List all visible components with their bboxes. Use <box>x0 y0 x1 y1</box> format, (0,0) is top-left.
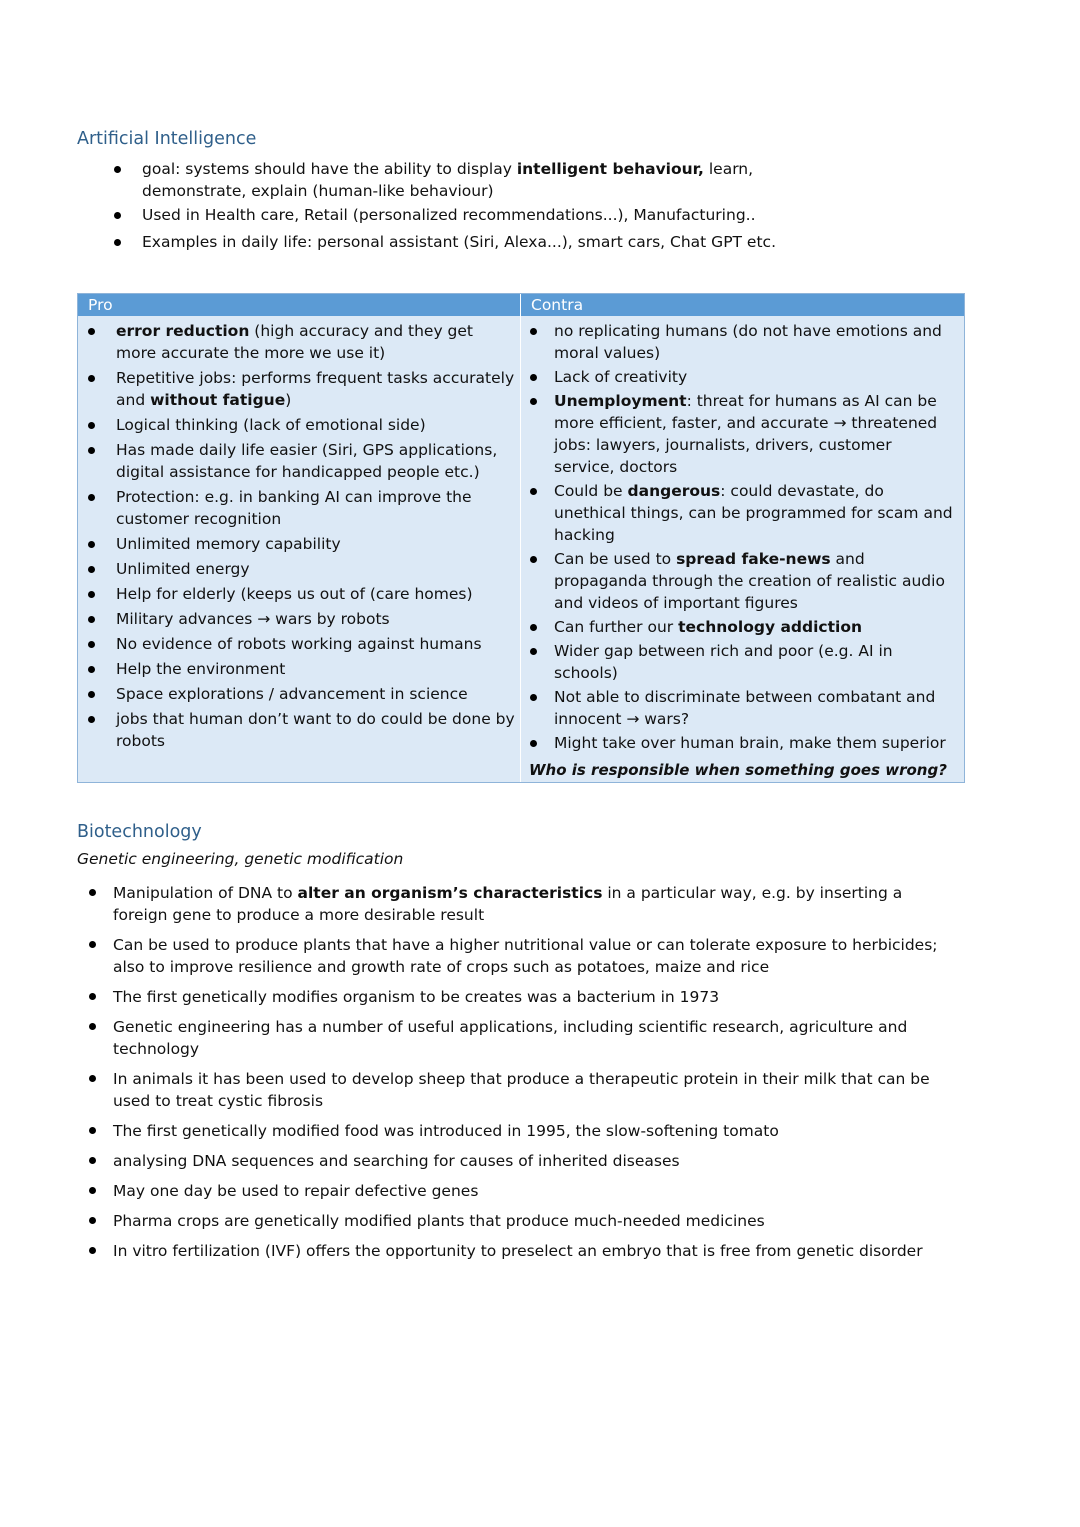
bullet-icon <box>88 716 95 723</box>
bullet-icon <box>89 889 96 896</box>
bullet-icon <box>530 648 537 655</box>
list-item: Genetic engineering has a number of useful applications, including scientific research, agriculture and technology <box>113 1016 953 1060</box>
biotech-heading: Biotechnology <box>77 822 202 842</box>
bullet-icon <box>89 1157 96 1164</box>
bullet-icon <box>89 1217 96 1224</box>
table-row: Help for elderly (keeps us out of (care homes) <box>116 583 516 605</box>
bullet-icon <box>88 666 95 673</box>
table-row: Could be dangerous: could devastate, do unethical things, can be programmed for scam and hacking <box>554 480 956 546</box>
table-row: Lack of creativity <box>554 366 956 388</box>
bullet-icon <box>88 494 95 501</box>
list-item: analysing DNA sequences and searching for causes of inherited diseases <box>113 1150 953 1172</box>
bullet-icon <box>89 941 96 948</box>
bullet-icon <box>530 328 537 335</box>
bullet-icon <box>88 591 95 598</box>
table-row: Logical thinking (lack of emotional side) <box>116 414 516 436</box>
table-row: Military advances → wars by robots <box>116 608 516 630</box>
table-row: Help the environment <box>116 658 516 680</box>
table-row: Wider gap between rich and poor (e.g. AI in schools) <box>554 640 956 684</box>
list-item: In animals it has been used to develop sheep that produce a therapeutic protein in their milk that can be used to treat cystic fibrosis <box>113 1068 953 1112</box>
column-divider <box>520 294 521 782</box>
bullet-icon <box>530 694 537 701</box>
bullet-icon <box>530 374 537 381</box>
bullet-icon <box>88 422 95 429</box>
bullet-icon <box>114 239 121 246</box>
bullet-icon <box>530 488 537 495</box>
bullet-icon <box>530 556 537 563</box>
bullet-icon <box>530 740 537 747</box>
table-row: Can further our technology addiction <box>554 616 956 638</box>
list-item: The first genetically modifies organism to be creates was a bacterium in 1973 <box>113 986 953 1008</box>
bullet-icon <box>88 691 95 698</box>
ai-heading: Artificial Intelligence <box>77 129 257 149</box>
pro-list <box>116 320 516 755</box>
ai-bullet-list <box>142 158 882 258</box>
pro-header: Pro <box>78 294 521 316</box>
bullet-icon <box>89 1075 96 1082</box>
table-row: error reduction (high accuracy and they get more accurate the more we use it) <box>116 320 516 364</box>
table-row: Might take over human brain, make them superior <box>554 732 956 754</box>
bullet-icon <box>89 1023 96 1030</box>
table-row: No evidence of robots working against humans <box>116 633 516 655</box>
biotech-subtitle: Genetic engineering, genetic modification <box>77 850 404 868</box>
list-item: In vitro fertilization (IVF) offers the opportunity to preselect an embryo that is free from genetic disorder <box>113 1240 963 1262</box>
bullet-icon <box>88 447 95 454</box>
list-item: May one day be used to repair defective genes <box>113 1180 953 1202</box>
bullet-icon <box>88 541 95 548</box>
bullet-icon <box>88 566 95 573</box>
table-row: no replicating humans (do not have emotions and moral values) <box>554 320 956 364</box>
table-row: Unemployment: threat for humans as AI can be more efficient, faster, and accurate → threatened jobs: lawyers, journalists, drivers, customer service, doctors <box>554 390 956 478</box>
table-row: Unlimited energy <box>116 558 516 580</box>
table-row: Unlimited memory capability <box>116 533 516 555</box>
contra-note: Who is responsible when something goes wrong? <box>529 761 947 779</box>
biotech-bullet-list <box>113 882 953 1270</box>
list-item: The first genetically modified food was introduced in 1995, the slow-softening tomato <box>113 1120 953 1142</box>
bullet-icon <box>89 993 96 1000</box>
bullet-icon <box>89 1187 96 1194</box>
table-row: Repetitive jobs: performs frequent tasks accurately and without fatigue) <box>116 367 516 411</box>
bullet-icon <box>88 328 95 335</box>
bullet-icon <box>89 1127 96 1134</box>
list-item: Can be used to produce plants that have a higher nutritional value or can tolerate exposure to herbicides; also to improve resilience and growth rate of crops such as potatoes, maize and rice <box>113 934 953 978</box>
list-item: Used in Health care, Retail (personalized recommendations...), Manufacturing.. <box>142 204 882 226</box>
contra-header: Contra <box>521 294 964 316</box>
table-row: jobs that human don’t want to do could be done by robots <box>116 708 516 752</box>
contra-list <box>554 320 956 756</box>
table-row: Has made daily life easier (Siri, GPS applications, digital assistance for handicapped people etc.) <box>116 439 516 483</box>
list-item: Examples in daily life: personal assistant (Siri, Alexa...), smart cars, Chat GPT etc. <box>142 231 882 253</box>
table-row: Space explorations / advancement in science <box>116 683 516 705</box>
list-item: Manipulation of DNA to alter an organism’s characteristics in a particular way, e.g. by inserting a foreign gene to produce a more desirable result <box>113 882 953 926</box>
table-row: Not able to discriminate between combatant and innocent → wars? <box>554 686 956 730</box>
pro-contra-table <box>77 293 965 783</box>
table-row: Can be used to spread fake-news and propaganda through the creation of realistic audio and videos of important figures <box>554 548 956 614</box>
bullet-icon <box>88 375 95 382</box>
bullet-icon <box>89 1247 96 1254</box>
bullet-icon <box>88 641 95 648</box>
bullet-icon <box>114 166 121 173</box>
bullet-icon <box>530 398 537 405</box>
table-row: Protection: e.g. in banking AI can improve the customer recognition <box>116 486 516 530</box>
bullet-icon <box>530 624 537 631</box>
bullet-icon <box>88 616 95 623</box>
bullet-icon <box>114 212 121 219</box>
list-item: Pharma crops are genetically modified plants that produce much-needed medicines <box>113 1210 953 1232</box>
list-item: goal: systems should have the ability to display intelligent behaviour, learn, demonstrate, explain (human-like behaviour) <box>142 158 862 202</box>
